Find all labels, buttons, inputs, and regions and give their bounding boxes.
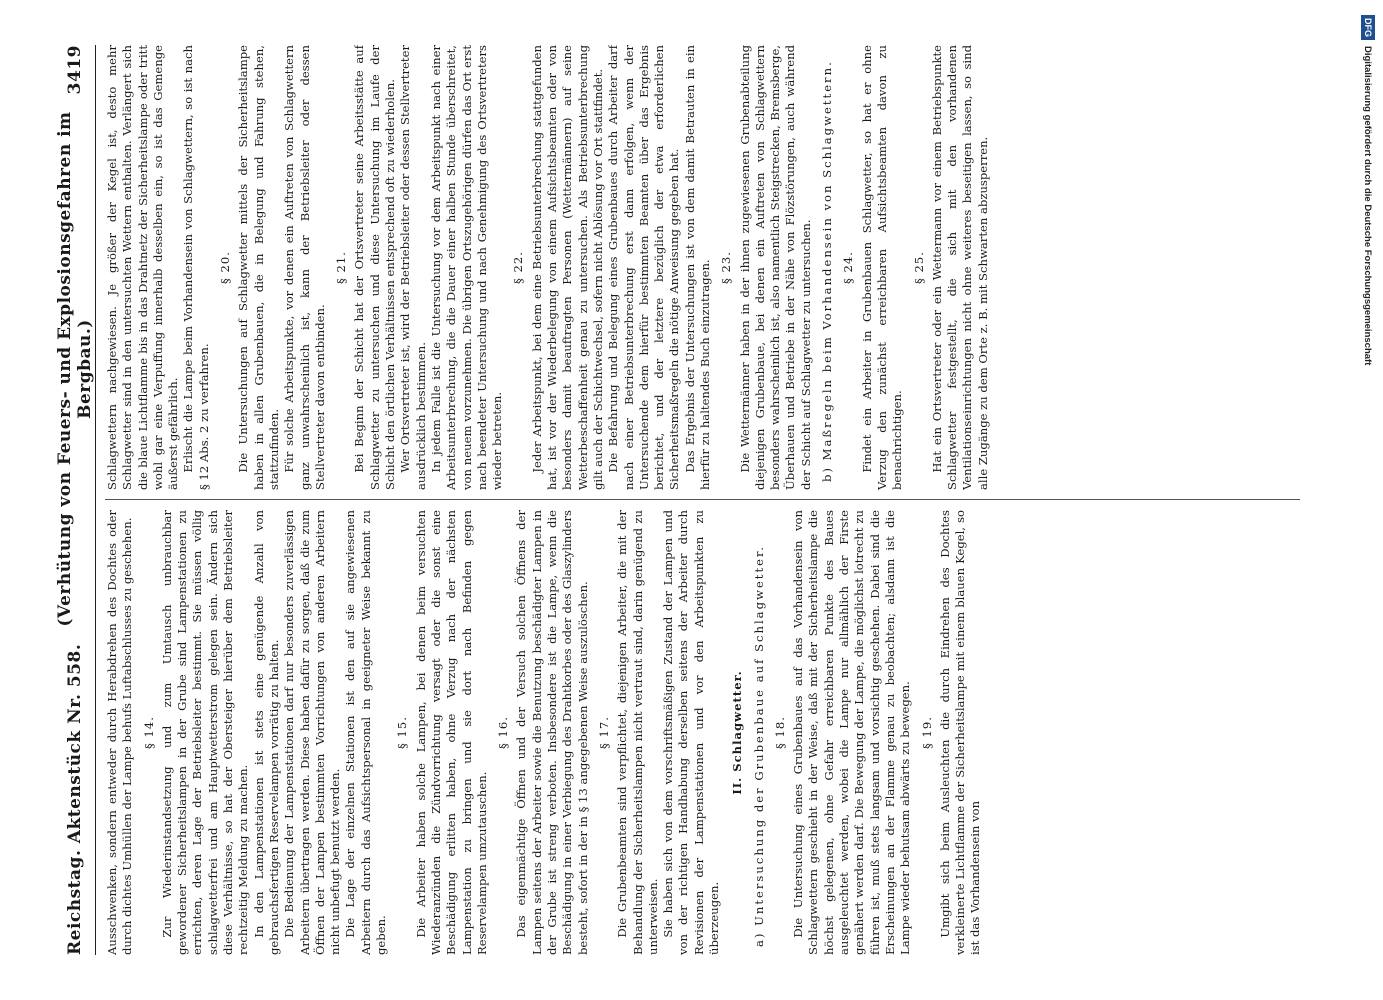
chapter-heading: II. Schlagwetter. bbox=[730, 670, 745, 795]
subsection-heading: b) Maßregeln beim Vorhandensein von Schlagwettern. bbox=[820, 60, 835, 482]
paragraph: Jeder Arbeitspunkt, bei dem eine Betriebsunterbrechung stattgefunden hat, ist vor der Wiederbelegung von einem Aufsichtsbeamten oder von besonders damit beauftragten Personen (Wettermännern) auf seine Wetterbeschaffenheit genau zu untersuchen. Als Betriebsunterbrechung gilt auch der Schichtwechsel, sofern nicht Ablösung vor Ort stattfindet. bbox=[529, 45, 605, 490]
section-number: § 15. bbox=[395, 716, 410, 749]
paragraph: Das Ergebnis der Untersuchungen ist von dem damit Betrauten in ein hierfür zu haltendes Buch einzutragen. bbox=[682, 45, 712, 490]
paragraph: In den Lampenstationen ist stets eine genügende Anzahl von gebrauchsfertigen Reservelampen vorrätig zu halten. bbox=[251, 510, 281, 955]
paragraph: In jedem Falle ist die Untersuchung vor dem Arbeitspunkt nach einer Arbeitsunterbrechung, die die Dauer einer halben Stunde überschreitet, von neuem vorzunehmen. Die übrigen Ortszugehörigen dürfen das Ort erst nach beendeter Untersuchung und nach Genehmigung des Ortsvertreters wieder betreten. bbox=[428, 45, 505, 490]
paragraph: Die Untersuchungen auf Schlagwetter mittels der Sicherheitslampe haben in allen Grubenbauen, die in Belegung und Fahrung stehen, stattzufinden. bbox=[236, 45, 281, 490]
scanned-page-area bbox=[55, 35, 1315, 965]
paragraph: Das eigenmächtige Öffnen und der Versuch solchen Öffnens der Lampen seitens der Arbeiter sowie die Benutzung beschädigter Lampen in der Grube ist streng verboten. Insbesondere ist die Lampe, wenn die Beschädigung in einer Verbiegung des Drahtkorbes oder des Glaszylinders besteht, sofort in der in § 13 angegebenen Weise auszulöschen. bbox=[514, 510, 590, 955]
paragraph: Erlischt die Lampe beim Vorhandensein von Schlagwettern, so ist nach § 12 Abs. 2 zu verfahren. bbox=[181, 45, 211, 490]
paragraph: Sie haben sich von dem vorschriftsmäßigen Zustand der Lampen und von der richtigen Handhabung derselben seitens der Arbeiter durch Revisionen der Lampenstationen und vor den Arbeitspunkten zu überzeugen. bbox=[661, 510, 721, 955]
header-subject: (Verhütung von Feuers- und Explosionsgefahren im Bergbau.) bbox=[55, 111, 95, 627]
paragraph: Hat ein Ortsvertreter oder ein Wettermann vor einem Betriebspunkte Schlagwetter festgestellt, die sich mit den vorhandenen Ventilationseinrichtungen nicht ohne weiteres beseitigen lassen, so sind alle Zugänge zu dem Orte z. B. mit Schwarten abzusperren. bbox=[929, 45, 990, 490]
section-number: § 23. bbox=[719, 251, 734, 284]
dfg-watermark bbox=[1356, 15, 1378, 815]
paragraph: Zur Wiederinstandsetzung und zum Umtausch unbrauchbar gewordener Sicherheitslampen in der Grube sind Lampenstationen zu errichten, deren Lage der Betriebsleiter bestimmt. Sie müssen völlig schlagwetterfrei und am Hauptwetterstrom gelegen sein. Ändern sich diese Verhältnisse, so hat der Obersteiger hierüber dem Betriebsleiter rechtzeitig Meldung zu machen. bbox=[159, 510, 251, 955]
watermark-caption: Digitalisierung gefördert durch die Deutsche Forschungsgemeinschaft bbox=[1362, 46, 1373, 366]
section-number: § 24. bbox=[841, 251, 856, 284]
subsection-heading: a) Untersuchung der Grubenbaue auf Schlagwetter. bbox=[751, 545, 766, 947]
section-number: § 17. bbox=[596, 716, 611, 749]
section-number: § 21. bbox=[334, 251, 349, 284]
dfg-logo: DFG bbox=[1361, 15, 1375, 40]
paragraph: Umgibt sich beim Ausleuchten die durch Eindrehen des Dochtes verkleinerte Lichtflamme der Sicherheitslampe mit einem blauen Kegel, so ist das Vorhandensein von bbox=[937, 510, 983, 955]
paragraph: Die Befahrung und Belegung eines Grubenbaues durch Arbeiter darf nach einer Betriebsunterbrechung erst dann erfolgen, wenn der Untersuchende dem hierfür bestimmten Beamten über das Ergebnis berichtet, und der letztere bezüglich der etwa erforderlichen Sicherheitsmaßregeln die nötige Anweisung gegeben hat. bbox=[606, 45, 682, 490]
watermark-text bbox=[1356, 15, 1378, 795]
paragraph: Die Wettermänner haben in der ihnen zugewiesenen Grubenabteilung diejenigen Grubenbaue, bei denen ein Auftreten von Schlagwettern besonders wahrscheinlich ist, also namentlich Steigstrecken, Bremsberge, Überhauen und Betriebe in der Nähe von Flözstörungen, auch während der Schicht auf Schlagwetter zu untersuchen. bbox=[737, 45, 813, 490]
paragraph: Findet ein Arbeiter in Grubenbauen Schlagwetter, so hat er ohne Verzug den zunächst erreichbaren Aufsichtsbeamten davon zu benachrichtigen. bbox=[859, 45, 905, 490]
left-column bbox=[105, 510, 1300, 955]
page-number: 3419 bbox=[65, 45, 85, 95]
paragraph: Schlagwettern nachgewiesen. Je größer der Kegel ist, desto mehr Schlagwetter sind in den untersuchten Wettern enthalten. Verlängert sich die blaue Lichtflamme bis in das Drahtnetz der Sicherheitslampe oder tritt wohl gar eine Verpuffung innerhalb desselben ein, so ist das Gemenge äußerst gefährlich. bbox=[105, 45, 181, 490]
section-number: § 16. bbox=[496, 716, 511, 749]
paragraph: Die Arbeiter haben solche Lampen, bei denen beim versuchten Wiederanzünden die Zündvorrichtung versagt oder die sonst eine Beschädigung erlitten haben, ohne Verzug nach der nächsten Lampenstation zu bringen und sie dort nach Befinden gegen Reservelampen umzutauschen. bbox=[413, 510, 489, 955]
paragraph: Die Lage der einzelnen Stationen ist den auf sie angewiesenen Arbeitern durch das Aufsichtspersonal in geeigneter Weise bekannt zu geben. bbox=[343, 510, 389, 955]
paragraph: Bei Beginn der Schicht hat der Ortsvertreter seine Arbeitsstätte auf Schlagwetter zu untersuchen und diese Untersuchung im Laufe der Schicht den örtlichen Verhältnissen entsprechend oft zu wiederholen. bbox=[352, 45, 398, 490]
section-number: § 22. bbox=[511, 251, 526, 284]
section-number: § 20. bbox=[218, 251, 233, 284]
paragraph: Die Grubenbeamten sind verpflichtet, diejenigen Arbeiter, die mit der Behandlung der Sicherheitslampen nicht vertraut sind, darin genügend zu unterweisen. bbox=[615, 510, 660, 955]
section-number: § 18. bbox=[772, 716, 787, 749]
page-header bbox=[55, 45, 96, 955]
column-divider bbox=[105, 499, 1300, 500]
paragraph: Die Untersuchung eines Grubenbaues auf das Vorhandensein von Schlagwettern geschieht in der Weise, daß mit der Sicherheitslampe die höchst gelegenen, ohne Gefahr erreichbaren Punkte des Baues ausgeleuchtet werden, wobei die Lampe nur allmählich der Firste genähert werden darf. Die Bewegung der Lampe, die möglichst lotrecht zu führen ist, muß stets langsam und vorsichtig geschehen. Dabei sind die Erscheinungen an der Flamme genau zu beobachten; alsdann ist die Lampe wieder behutsam abwärts zu bewegen. bbox=[791, 510, 913, 955]
section-number: § 14. bbox=[141, 716, 156, 749]
paragraph: Für solche Arbeitspunkte, vor denen ein Auftreten von Schlagwettern ganz unwahrscheinlich ist, kann der Betriebsleiter oder dessen Stellvertreter davon entbinden. bbox=[282, 45, 327, 490]
right-column bbox=[105, 45, 1300, 490]
section-number: § 25. bbox=[911, 251, 926, 284]
paragraph: Die Bedienung der Lampenstationen darf nur besonders zuverlässigen Arbeitern übertragen werden. Diese haben dafür zu sorgen, daß die zum Öffnen der Lampen bestimmten Vorrichtungen von anderen Arbeitern nicht unbefugt benutzt werden. bbox=[282, 510, 343, 955]
section-number: § 19. bbox=[919, 716, 934, 749]
paragraph: Wer Ortsvertreter ist, wird der Betriebsleiter oder dessen Stellvertreter ausdrücklich bestimmen. bbox=[398, 45, 428, 490]
document-page bbox=[55, 35, 1315, 965]
header-title: Reichstag. Aktenstück Nr. 558. bbox=[65, 643, 85, 955]
paragraph: Ausschwenken, sondern entweder durch Herabdrehen des Dochtes oder durch dichtes Umhüllen der Lampe behufs Luftabschlusses zu geschehen. bbox=[105, 510, 135, 955]
